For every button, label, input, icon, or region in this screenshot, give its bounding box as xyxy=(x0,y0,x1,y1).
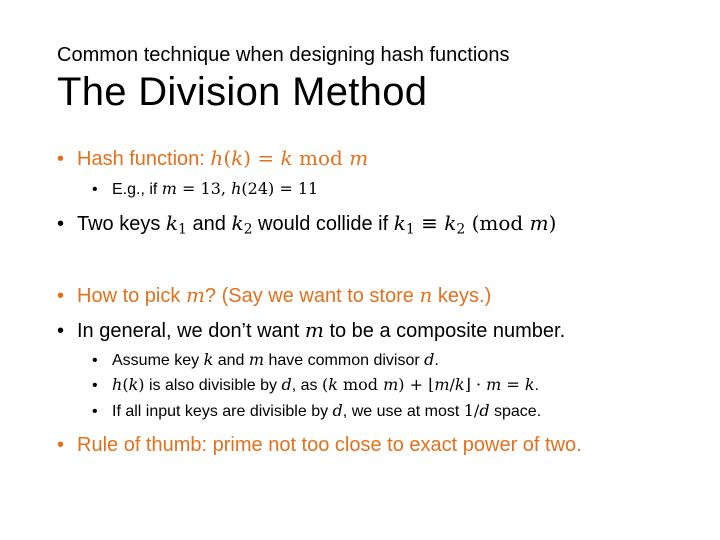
bullet-dot: • xyxy=(57,434,65,456)
bullet-text: Rule of thumb: prime not too close to exact power of two. xyxy=(77,434,582,456)
bullet-text: mod xyxy=(337,375,384,394)
bullet-text: have common divisor xyxy=(264,352,425,369)
math-symbol: k xyxy=(524,375,535,394)
bullet-dot: • xyxy=(57,213,65,235)
bullet-dot: • xyxy=(92,181,98,198)
math-subscript: 2 xyxy=(456,221,466,238)
bullet-dot: • xyxy=(57,285,65,307)
math-symbol: m xyxy=(486,375,502,394)
math-symbol: k xyxy=(328,375,338,394)
slide-subtitle: Common technique when designing hash functions xyxy=(57,44,510,66)
bullet-text: / xyxy=(449,375,455,394)
bullet-divisible xyxy=(92,375,539,395)
math-symbol: d xyxy=(424,350,435,369)
math-subscript: 2 xyxy=(243,221,253,238)
bullet-text: (24) = 11 xyxy=(241,179,319,198)
bullet-text: keys.) xyxy=(432,285,492,307)
math-symbol: m xyxy=(383,375,399,394)
math-symbol: m xyxy=(349,146,369,170)
bullet-text: ( xyxy=(223,146,232,170)
bullet-text: How to pick xyxy=(77,285,186,307)
bullet-text: , as xyxy=(291,377,322,394)
bullet-how-to-pick-m xyxy=(57,283,491,308)
math-symbol: k xyxy=(128,375,139,394)
math-symbol: k xyxy=(393,211,406,235)
bullet-text: Assume key xyxy=(112,352,204,369)
bullet-text: ≡ xyxy=(414,211,445,235)
bullet-text: , we use at most xyxy=(342,403,464,420)
bullet-collision xyxy=(57,211,556,236)
bullet-text: mod xyxy=(292,146,350,170)
bullet-text: E.g., if xyxy=(112,181,162,198)
math-symbol: d xyxy=(281,375,292,394)
bullet-text: and xyxy=(213,352,249,369)
slide-title: The Division Method xyxy=(57,70,428,114)
math-symbol: k xyxy=(444,211,457,235)
math-symbol: k xyxy=(454,375,465,394)
math-symbol: h xyxy=(112,375,123,394)
bullet-text: ) = xyxy=(243,146,281,170)
bullet-common-divisor xyxy=(92,350,439,370)
bullet-space xyxy=(92,401,541,421)
math-symbol: m xyxy=(185,283,205,307)
math-symbol: d xyxy=(479,401,490,420)
math-symbol: m xyxy=(529,211,549,235)
bullet-text: = xyxy=(501,375,525,394)
bullet-text: would collide if xyxy=(252,213,394,235)
bullet-dot: • xyxy=(92,377,98,394)
bullet-text: ( xyxy=(321,375,329,394)
bullet-text: 1/ xyxy=(463,401,480,420)
bullet-composite xyxy=(57,318,565,343)
math-symbol: k xyxy=(231,146,244,170)
bullet-text: If all input keys are divisible by xyxy=(112,403,333,420)
bullet-dot: • xyxy=(57,148,65,170)
bullet-rule-of-thumb xyxy=(57,434,582,457)
math-symbol: m xyxy=(248,350,265,369)
bullet-hash-function xyxy=(57,146,368,171)
bullet-text: ) + ⌊ xyxy=(398,375,435,394)
bullet-text: to be a composite number. xyxy=(323,320,566,342)
bullet-dot: • xyxy=(92,352,98,369)
bullet-text: ) xyxy=(548,211,557,235)
bullet-text: . xyxy=(534,377,540,394)
bullet-example xyxy=(92,179,318,199)
bullet-dot: • xyxy=(92,403,98,420)
math-symbol: k xyxy=(280,146,293,170)
math-symbol: k xyxy=(231,211,244,235)
bullet-dot: • xyxy=(57,320,65,342)
bullet-text: = 13, xyxy=(176,179,232,198)
bullet-text: . xyxy=(434,352,439,369)
math-symbol: h xyxy=(231,179,242,198)
bullet-text: is also divisible by xyxy=(144,377,282,394)
bullet-text: Hash function: xyxy=(77,148,211,170)
bullet-text: ) xyxy=(138,375,145,394)
math-symbol: n xyxy=(419,283,433,307)
math-symbol: h xyxy=(210,146,224,170)
bullet-text: In general, we don’t want xyxy=(77,320,305,342)
math-symbol: m xyxy=(304,318,324,342)
math-subscript: 1 xyxy=(405,221,415,238)
bullet-text: and xyxy=(186,213,232,235)
math-symbol: m xyxy=(434,375,450,394)
math-subscript: 1 xyxy=(178,221,187,238)
bullet-text: ? (Say we want to store xyxy=(204,285,420,307)
math-symbol: m xyxy=(161,179,177,198)
bullet-text: ⌋ · xyxy=(464,375,487,394)
math-symbol: d xyxy=(332,401,343,420)
bullet-text: space. xyxy=(489,403,542,420)
bullet-text: ( xyxy=(122,375,129,394)
math-symbol: k xyxy=(165,211,179,235)
bullet-text: (mod xyxy=(465,211,530,235)
math-symbol: k xyxy=(203,350,214,369)
bullet-text: Two keys xyxy=(77,213,166,235)
